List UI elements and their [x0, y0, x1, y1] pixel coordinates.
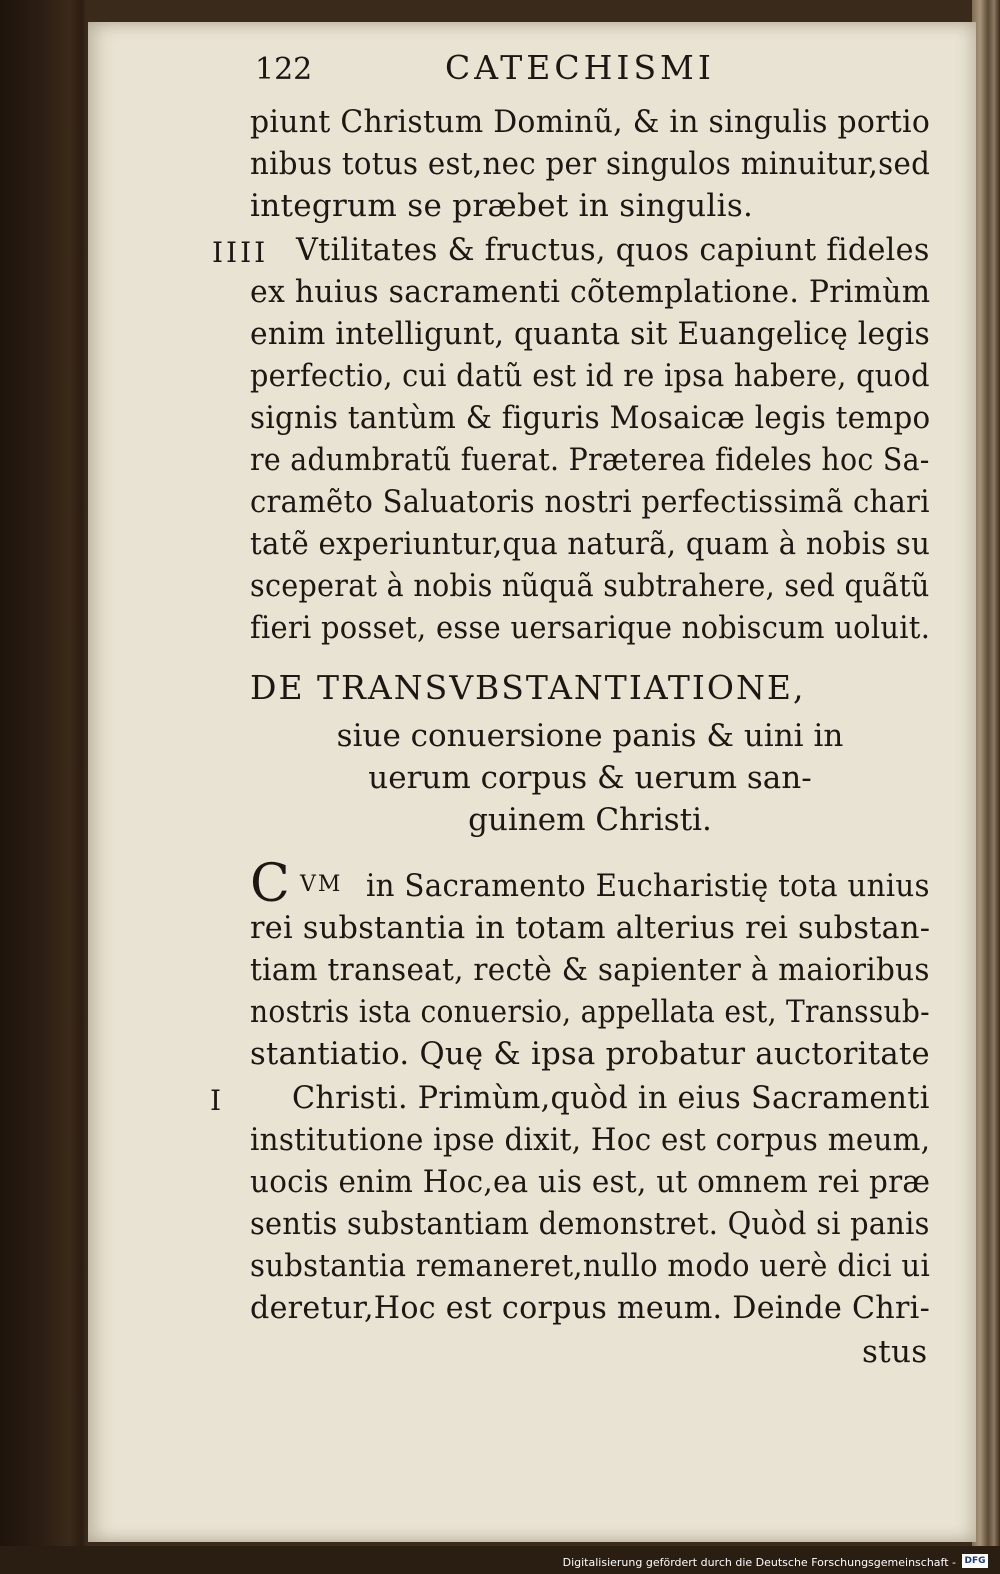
- page-number: 122: [255, 52, 313, 87]
- section-heading: DE TRANSVBSTANTIATIONE,: [250, 668, 806, 707]
- text-line: tiam transeat, rectè & sapienter à maioribus: [250, 952, 930, 988]
- text-line: piunt Christum Dominũ, & in singulis portio: [250, 104, 931, 140]
- text-line: Christi. Primùm,quòd in eius Sacramenti: [292, 1080, 930, 1116]
- text-line: tatẽ experiuntur,qua naturã, quam à nobis su: [250, 526, 931, 562]
- text-line: perfectio, cui datũ est id re ipsa habere, quod: [250, 358, 930, 394]
- book-edge-right: [972, 0, 1000, 1574]
- text-line: ex huius sacramenti cõtemplatione. Primùm: [250, 274, 931, 310]
- text-line: deretur,Hoc est corpus meum. Deinde Chri-: [250, 1290, 931, 1326]
- drop-cap: C: [250, 854, 290, 914]
- drop-cap-small-caps: VM: [300, 872, 343, 897]
- section-subheading-line: siue conuersione panis & uini in: [336, 718, 844, 754]
- margin-numeral-iiii: IIII: [212, 236, 269, 269]
- text-line: stantiatio. Quę & ipsa probatur auctoritate: [250, 1036, 930, 1072]
- text-line: nostris ista conuersio, appellata est, Transsub-: [250, 994, 930, 1030]
- text-line: in Sacramento Eucharistię tota unius: [366, 868, 930, 904]
- text-line: sceperat à nobis nũquã subtrahere, sed quãtũ: [250, 568, 930, 604]
- running-head: CATECHISMI: [445, 48, 715, 87]
- section-subheading-line: uerum corpus & uerum san-: [368, 760, 812, 796]
- section-subheading-line: guinem Christi.: [468, 802, 712, 838]
- text-line: Vtilitates & fructus, quos capiunt fideles: [296, 232, 930, 268]
- text-line: enim intelligunt, quanta sit Euangelicę legis: [250, 316, 931, 352]
- text-line: integrum se præbet in singulis.: [250, 188, 754, 224]
- catchword: stus: [862, 1334, 928, 1370]
- text-line: nibus totus est,nec per singulos minuitur,sed: [250, 146, 931, 182]
- text-line: fieri posset, esse uersarique nobiscum uoluit.: [250, 610, 931, 646]
- margin-numeral-i: I: [210, 1084, 222, 1117]
- footer-credit: Digitalisierung gefördert durch die Deutsche Forschungsgemeinschaft -: [562, 1556, 956, 1569]
- text-line: signis tantùm & figuris Mosaicæ legis tempo: [250, 400, 931, 436]
- text-line: cramẽto Saluatoris nostri perfectissimã chari: [250, 484, 930, 520]
- text-line: rei substantia in totam alterius rei substan-: [250, 910, 931, 946]
- text-line: institutione ipse dixit, Hoc est corpus meum,: [250, 1122, 931, 1158]
- text-line: uocis enim Hoc,ea uis est, ut omnem rei præ: [250, 1164, 931, 1200]
- text-line: re adumbratũ fuerat. Præterea fideles hoc Sa-: [250, 442, 930, 478]
- dfg-logo: DFG: [962, 1554, 988, 1568]
- text-line: substantia remaneret,nullo modo uerè dici ui: [250, 1248, 931, 1284]
- text-line: sentis substantiam demonstret. Quòd si panis: [250, 1206, 930, 1242]
